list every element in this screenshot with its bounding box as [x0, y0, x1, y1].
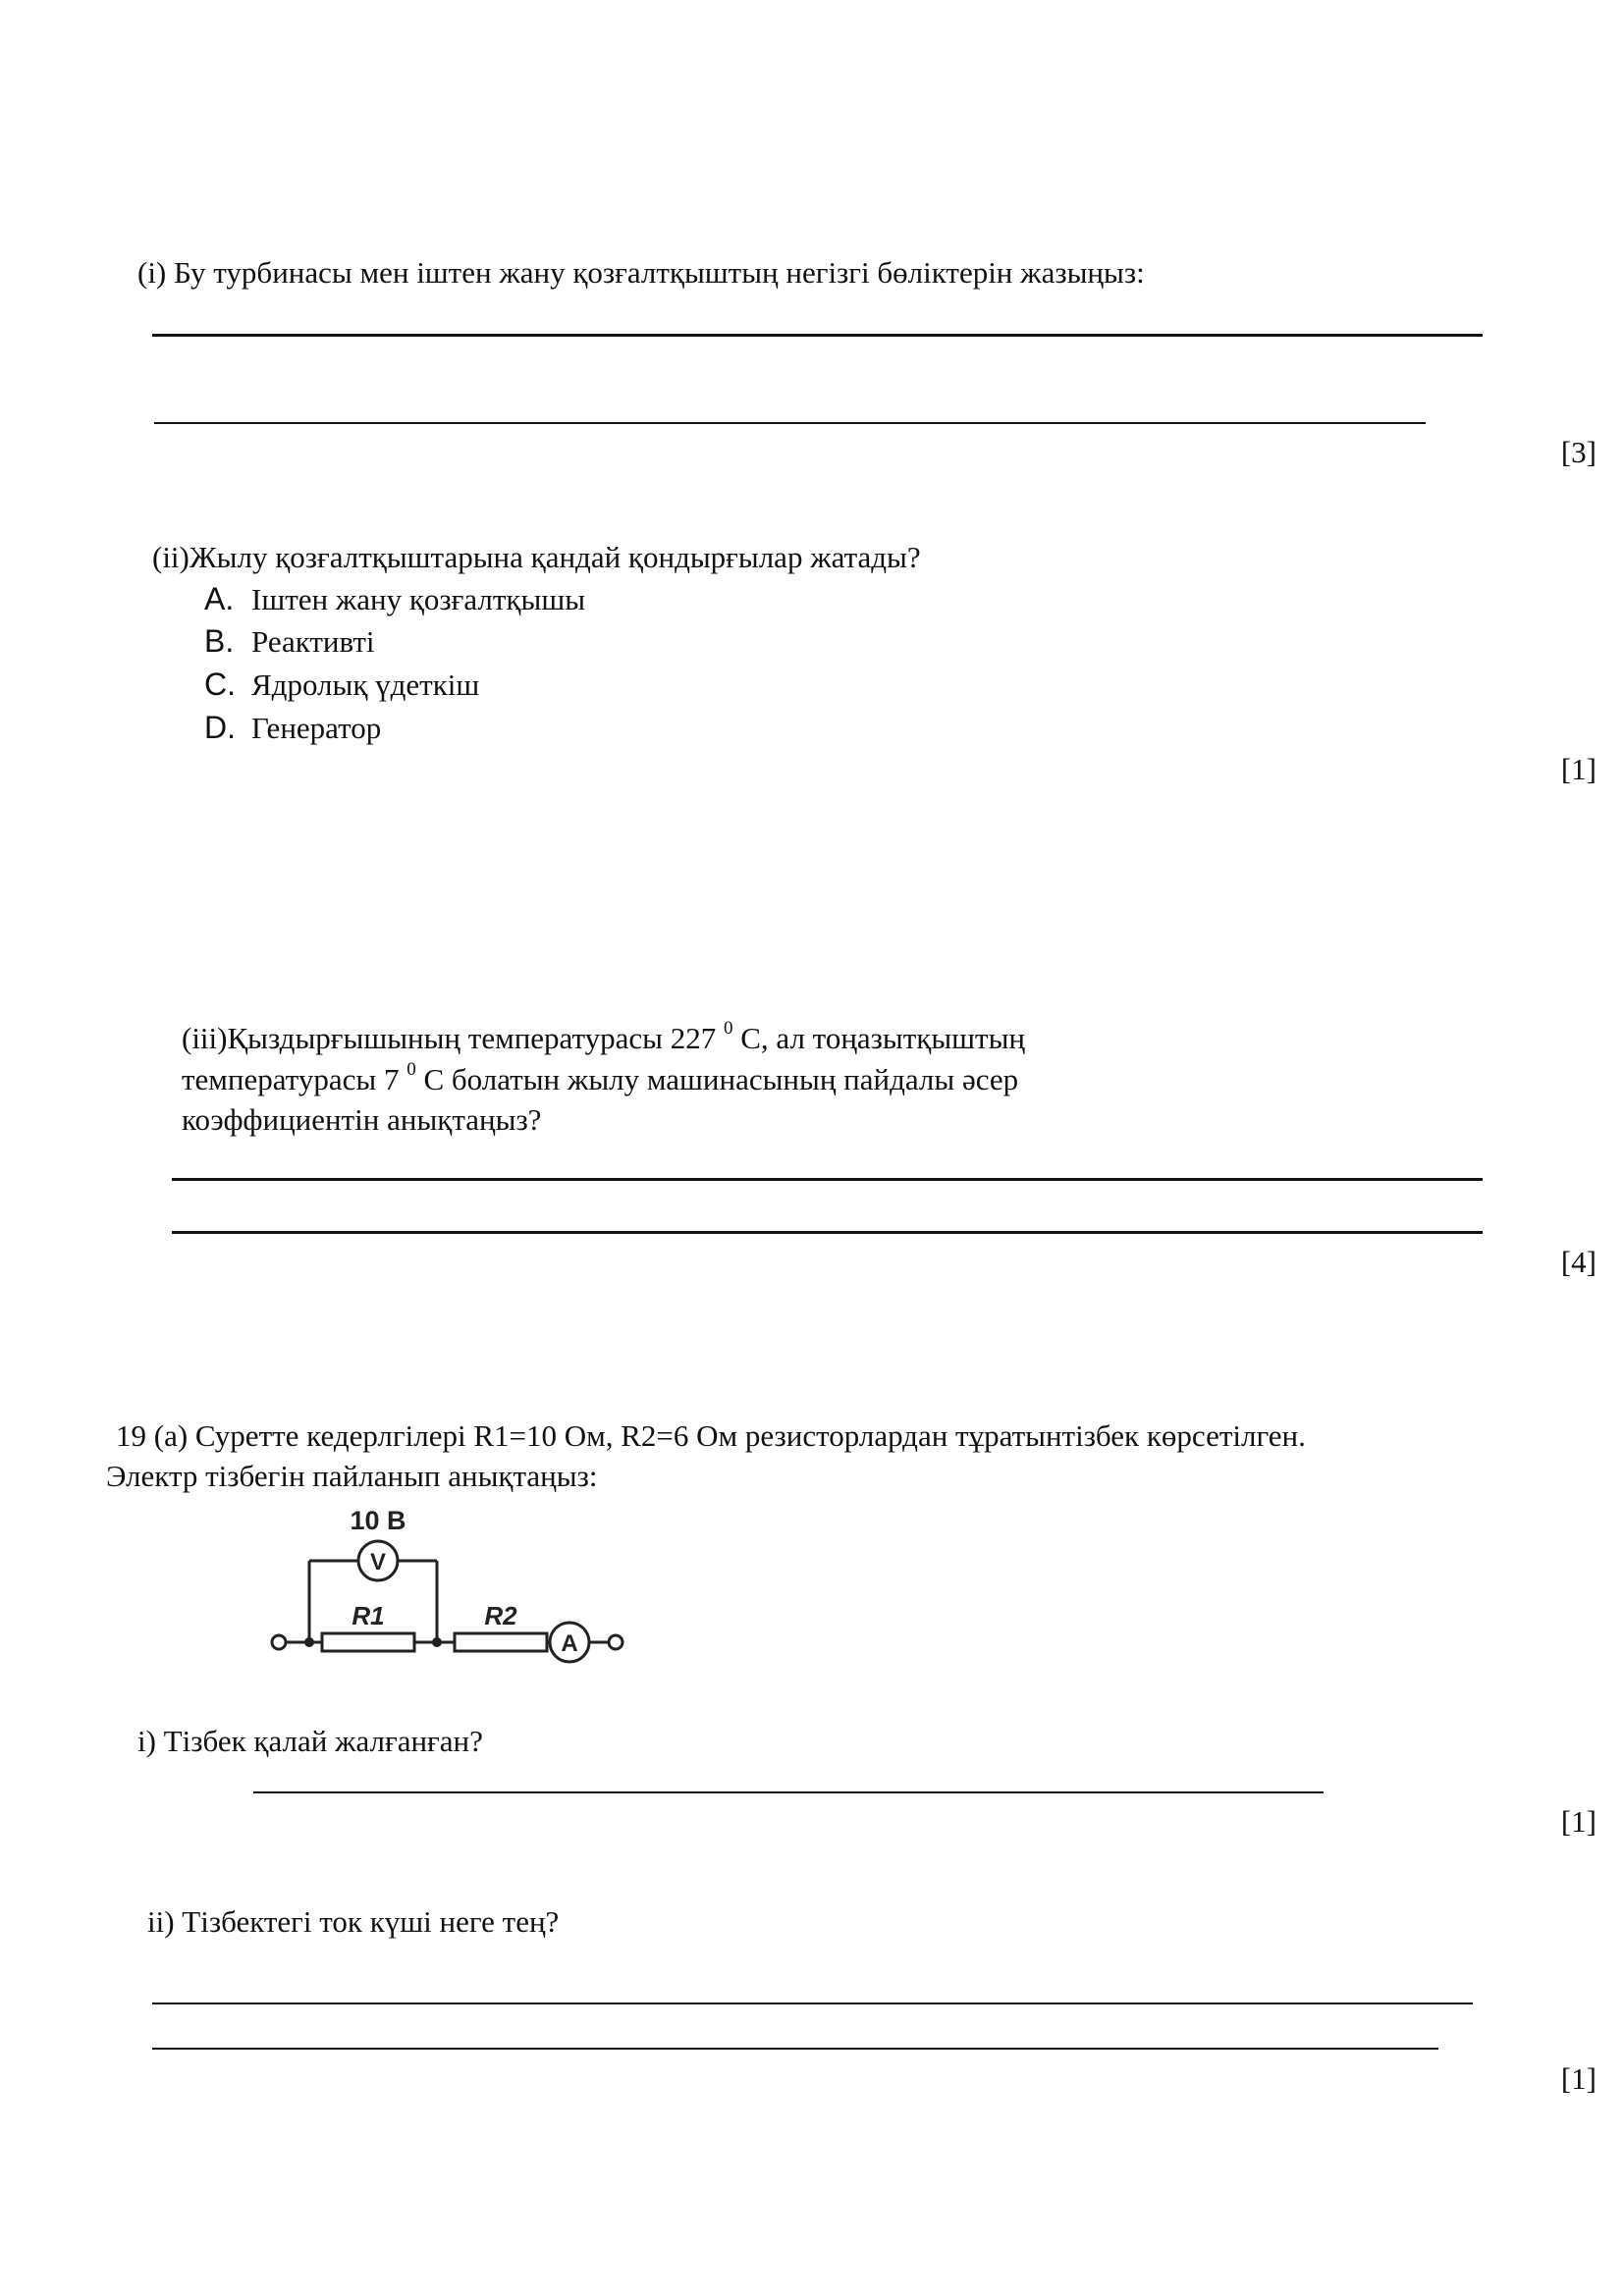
r2-label: R2 — [484, 1601, 517, 1630]
marks-label: [1] — [1560, 2061, 1597, 2096]
voltmeter-symbol: V — [369, 1549, 387, 1575]
resistor-r1 — [322, 1633, 414, 1651]
marks-label: [1] — [1560, 752, 1597, 786]
question-i-text: (i) Бу турбинасы мен іштен жану қозғалтқыштың негізгі бөліктерін жазыңыз: — [137, 255, 1145, 290]
question-ii-text: (ii)Жылу қозғалтқыштарына қандай қондырғылар жатады? — [152, 540, 921, 574]
junction-dot — [304, 1637, 314, 1647]
marks-label: [3] — [1560, 435, 1597, 469]
terminal — [272, 1635, 286, 1649]
option-c[interactable] — [204, 668, 479, 700]
question-iii-text: С, ал тоңазытқыштың — [740, 1021, 1026, 1055]
question-19-line1: 19 (а) Суретте кедерлгілері R1=10 Ом, R2=6 Ом резисторлардан тұратынтізбек көрсетілген. — [116, 1418, 1306, 1453]
answer-line[interactable] — [152, 334, 1483, 337]
option-text: Іштен жану қозғалтқышы — [251, 582, 586, 616]
resistor-r2 — [455, 1633, 547, 1651]
degree-superscript: 0 — [406, 1059, 416, 1080]
ammeter-symbol: A — [561, 1630, 578, 1657]
answer-line[interactable] — [154, 422, 1426, 424]
option-d[interactable] — [204, 712, 381, 743]
degree-superscript: 0 — [724, 1018, 733, 1039]
question-iii-text: (iii)Қыздырғышының температурасы 227 — [182, 1021, 717, 1055]
option-text: Ядролық үдеткіш — [251, 667, 480, 702]
junction-dot — [432, 1637, 442, 1647]
answer-line[interactable] — [152, 2048, 1438, 2050]
circuit-diagram — [265, 1500, 638, 1686]
option-letter: B. — [204, 623, 235, 659]
marks-label: [4] — [1560, 1245, 1597, 1279]
option-letter: D. — [204, 710, 236, 745]
question-iii-text: температурасы 7 — [182, 1062, 400, 1096]
question-19-sub-i: i) Тізбек қалай жалғанған? — [137, 1724, 483, 1758]
answer-line[interactable] — [253, 1791, 1324, 1793]
answer-line[interactable] — [152, 2002, 1473, 2004]
r1-label: R1 — [352, 1601, 385, 1630]
answer-line[interactable] — [172, 1231, 1483, 1234]
question-19-line2: Электр тізбегін пайланып анықтаңыз: — [106, 1459, 598, 1493]
option-b[interactable] — [204, 625, 375, 657]
marks-label: [1] — [1560, 1804, 1597, 1839]
question-iii-line1 — [182, 1018, 1026, 1055]
option-letter: C. — [204, 667, 236, 702]
option-text: Реактивті — [251, 624, 375, 659]
terminal — [609, 1635, 623, 1649]
option-text: Генератор — [251, 711, 382, 745]
option-a[interactable] — [204, 583, 585, 614]
answer-line[interactable] — [172, 1178, 1483, 1181]
question-19-sub-ii: ii) Тізбектегі ток күші неге тең? — [147, 1904, 560, 1939]
question-iii-line2 — [182, 1059, 1019, 1096]
voltmeter-reading: 10 В — [350, 1506, 406, 1535]
question-iii-line3: коэффициентін анықтаңыз? — [182, 1102, 542, 1137]
option-letter: A. — [204, 581, 235, 616]
question-iii-text: С болатын жылу машинасының пайдалы әсер — [423, 1062, 1019, 1096]
